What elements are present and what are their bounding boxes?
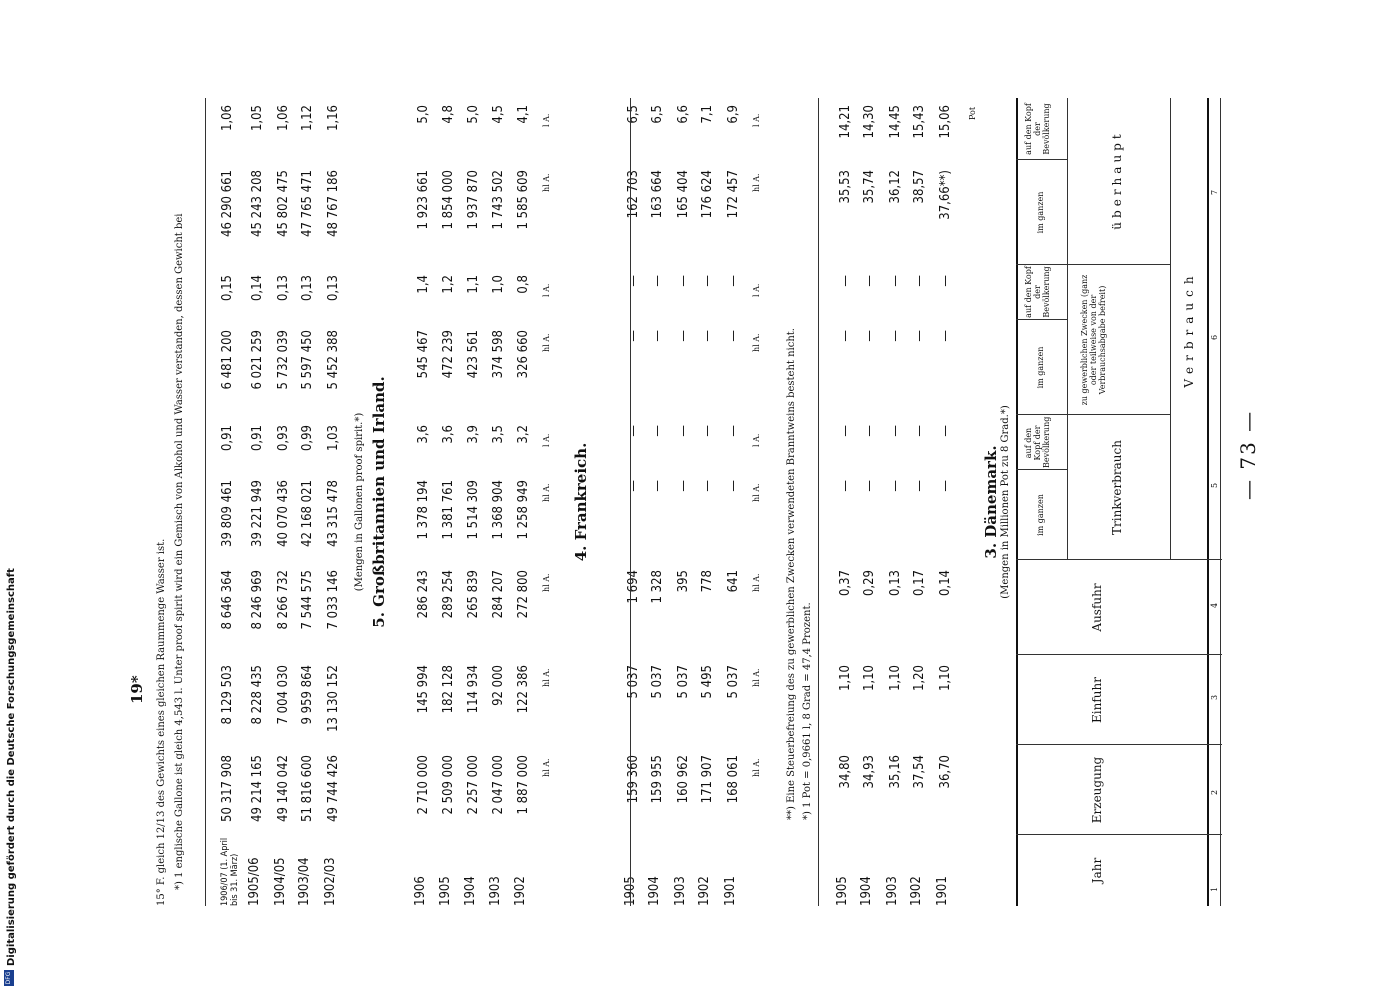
header-top-rule [1207,98,1209,906]
frankreich-middle-rule [630,98,631,906]
value-cell: 5 037 [650,665,665,699]
gb-note-2: 15° F. gleich 12/13 des Gewichts eines gleichen Raummenge Wasser ist. [156,538,167,906]
value-cell: — [888,480,903,492]
value-cell: 172 457 [726,170,741,219]
year-cell: 1904 [647,876,662,906]
col-divider-3 [1016,654,1222,655]
value-cell: 1,10 [862,665,877,692]
value-cell: — [700,425,715,437]
value-cell: 423 561 [466,330,481,379]
value-cell: 1 694 [626,570,641,604]
value-cell: 2 257 000 [466,755,481,815]
value-cell: 40 070 436 [276,480,291,547]
value-cell: 1,1 [466,275,481,294]
value-cell: 3,5 [491,425,506,444]
value-cell: 7 004 030 [276,665,291,725]
unit-label: l A. [752,283,761,297]
year-cell: 1905 [438,876,453,906]
year-cell: 1905 [835,876,850,906]
value-cell: 0,13 [276,275,291,302]
value-cell: 0,14 [250,275,265,302]
value-cell: — [888,275,903,287]
value-cell: 5 037 [676,665,691,699]
value-cell: 37,54 [912,755,927,789]
year-cell: 1903 [885,876,900,906]
value-cell: 0,93 [276,425,291,452]
unit-label: hl A. [752,333,761,352]
value-cell: 6,5 [626,105,641,124]
value-cell: 4,5 [491,105,506,124]
value-cell: 395 [676,570,691,593]
value-cell: 326 660 [516,330,531,379]
value-cell: 37,66**) [938,170,953,220]
value-cell: 6,9 [726,105,741,124]
value-cell: — [938,480,953,492]
year-cell: 1906/07 (1. April bis 31. März) [220,837,240,906]
section-title-daenemark: 3. Dänemark. [982,445,1000,559]
value-cell: 168 061 [726,755,741,804]
section-title-grossbritannien: 5. Großbritannien und Irland. [370,376,388,628]
value-cell: 0,91 [250,425,265,452]
value-cell: — [626,275,641,287]
value-cell: 1,12 [300,105,315,132]
value-cell: 1 328 [650,570,665,604]
dfg-logo: DFG [5,971,12,985]
value-cell: — [862,480,877,492]
value-cell: — [700,330,715,342]
value-cell: — [650,330,665,342]
subheader-rule [1067,98,1068,560]
value-cell: 14,30 [862,105,877,139]
value-cell: — [912,480,927,492]
unit-label: hl A. [542,333,551,352]
value-cell: — [676,330,691,342]
value-cell: 159 955 [650,755,665,804]
unit-label: l A. [752,433,761,447]
value-cell: — [726,330,741,342]
value-cell: 272 800 [516,570,531,619]
value-cell: 4,1 [516,105,531,124]
value-cell: 1 923 661 [416,170,431,230]
value-cell: 0,8 [516,275,531,294]
value-cell: — [626,480,641,492]
value-cell: 1 258 949 [516,480,531,540]
unit-label: hl A. [542,483,551,502]
unit-label: hl A. [542,573,551,592]
value-cell: 49 744 426 [326,755,341,822]
value-cell: 45 243 208 [250,170,265,237]
value-cell: 1 514 309 [466,480,481,540]
value-cell: 162 703 [626,170,641,219]
value-cell: 0,14 [938,570,953,597]
value-cell: 1 585 609 [516,170,531,230]
value-cell: 1,03 [326,425,341,452]
value-cell: 2 710 000 [416,755,431,815]
year-cell: 1903 [488,876,503,906]
year-cell: 1902 [513,876,528,906]
value-cell: — [838,275,853,287]
value-cell: 5 037 [626,665,641,699]
value-cell: 165 404 [676,170,691,219]
value-cell: 0,29 [862,570,877,597]
value-cell: — [726,480,741,492]
value-cell: 6,6 [676,105,691,124]
value-cell: 34,80 [838,755,853,789]
unit-label: hl A. [542,173,551,192]
value-cell: 35,74 [862,170,877,204]
value-cell: 1,06 [276,105,291,132]
section-subtitle-grossbritannien: (Mengen in Gallonen proof spirit.*) [354,412,365,592]
year-cell: 1901 [723,876,738,906]
value-cell: 8 246 969 [250,570,265,630]
year-cell: 1906 [413,876,428,906]
value-cell: 35,16 [888,755,903,789]
value-cell: — [626,425,641,437]
value-cell: 0,91 [220,425,235,452]
header-gewerbliche: zu gewerblichen Zwecken (ganz oder teilweise von der Verbrauchsabgabe befreit) [1080,274,1107,406]
header-im-ganzen-3: im ganzen [1036,191,1045,234]
year-cell: 1903 [673,876,688,906]
year-cell: 1904/05 [273,857,288,906]
header-number-rule [1220,98,1221,906]
unit-label: l A. [542,283,551,297]
value-cell: 7,1 [700,105,715,124]
value-cell: 36,70 [938,755,953,789]
value-cell: 14,45 [888,105,903,139]
value-cell: 1,10 [938,665,953,692]
value-cell: 114 934 [466,665,481,714]
value-cell: 3,6 [441,425,456,444]
year-cell: 1902/03 [323,857,338,906]
unit-label: hl A. [752,483,761,502]
value-cell: — [912,425,927,437]
value-cell: 545 467 [416,330,431,379]
value-cell: 0,13 [300,275,315,302]
value-cell: 92 000 [491,665,506,706]
value-cell: — [726,275,741,287]
value-cell: 9 959 864 [300,665,315,725]
header-kopf-1: auf den Kopf der Bevölkerung [1024,416,1051,468]
year-cell: 1905 [623,876,638,906]
value-cell: 1,05 [250,105,265,132]
value-cell: 1,0 [491,275,506,294]
unit-label: hl A. [752,758,761,777]
header-einfuhr: Einfuhr [1090,677,1104,723]
value-cell: 1 743 502 [491,170,506,230]
value-cell: 1 378 194 [416,480,431,540]
value-cell: 163 664 [650,170,665,219]
colnum-6: 6 [1210,334,1219,340]
value-cell: 39 221 949 [250,480,265,547]
value-cell: 6 481 200 [220,330,235,390]
year-cell: 1904 [859,876,874,906]
colnum-7: 7 [1210,189,1219,195]
header-ueberhaupt: überhaupt [1110,130,1124,230]
value-cell: 2 509 000 [441,755,456,815]
value-cell: 5,0 [416,105,431,124]
value-cell: 6 021 259 [250,330,265,390]
value-cell: 47 765 471 [300,170,315,237]
unit-label: hl A. [542,758,551,777]
daenemark-note-1: *) 1 Pot = 0,9661 l, 8 Grad = 47,4 Prozent. [802,602,813,820]
colnum-4: 4 [1210,602,1219,608]
value-cell: — [888,425,903,437]
value-cell: 1,16 [326,105,341,132]
value-cell: 8 228 435 [250,665,265,725]
value-cell: 171 907 [700,755,715,804]
header-verbrauch: Verbrauch [1182,270,1196,388]
value-cell: 36,12 [888,170,903,204]
value-cell: — [862,330,877,342]
value-cell: 5 597 450 [300,330,315,390]
header-im-ganzen-2: im ganzen [1036,346,1045,389]
value-cell: 5 495 [700,665,715,699]
year-cell: 1903/04 [297,857,312,906]
value-cell: — [838,425,853,437]
value-cell: 5 037 [726,665,741,699]
value-cell: 122 386 [516,665,531,714]
value-cell: 1 854 000 [441,170,456,230]
value-cell: 0,13 [326,275,341,302]
value-cell: 0,13 [888,570,903,597]
value-cell: 46 290 661 [220,170,235,237]
value-cell: — [626,330,641,342]
value-cell: 5 732 039 [276,330,291,390]
colnum-3: 3 [1210,694,1219,700]
value-cell: 35,53 [838,170,853,204]
value-cell: — [912,330,927,342]
value-cell: — [676,425,691,437]
value-cell: 145 994 [416,665,431,714]
gb-bottom-rule [205,98,206,906]
unit-pot: Pot [968,106,977,120]
value-cell: — [838,330,853,342]
page-number: — 73 — [1236,409,1260,500]
year-cell: 1902 [909,876,924,906]
section-title-frankreich: 4. Frankreich. [572,442,590,562]
header-trinkverbrauch: Trinkverbrauch [1110,440,1124,535]
value-cell: 1 381 761 [441,480,456,540]
value-cell: 45 802 475 [276,170,291,237]
value-cell: 34,93 [862,755,877,789]
header-kopf-3: auf den Kopf der Bevölkerung [1024,103,1051,155]
value-cell: 1,2 [441,275,456,294]
verbrauch-rule [1170,98,1171,560]
value-cell: 8 129 503 [220,665,235,725]
value-cell: 15,06 [938,105,953,139]
value-cell: — [676,275,691,287]
daenemark-bottom-rule [818,98,819,906]
unit-label: hl A. [752,173,761,192]
value-cell: — [700,480,715,492]
header-jahr: Jahr [1090,857,1104,884]
value-cell: 1 368 904 [491,480,506,540]
value-cell: — [862,275,877,287]
year-cell: 1905/06 [247,857,262,906]
value-cell: 1 937 870 [466,170,481,230]
value-cell: 8 646 364 [220,570,235,630]
year-cell: 1901 [935,876,950,906]
value-cell: 1,20 [912,665,927,692]
value-cell: 0,99 [300,425,315,452]
unit-label: hl A. [752,573,761,592]
value-cell: — [650,425,665,437]
value-cell: 176 624 [700,170,715,219]
colnum-2: 2 [1210,789,1219,795]
value-cell: 42 168 021 [300,480,315,547]
year-cell: 1902 [697,876,712,906]
value-cell: 39 809 461 [220,480,235,547]
gb-note-1: *) 1 englische Gallone ist gleich 4,543 l. Unter proof spirit wird ein Gemisch von Alkohol und Wasser verstanden, dessen Gewicht bei [174,213,185,890]
value-cell: 43 315 478 [326,480,341,547]
value-cell: 15,43 [912,105,927,139]
unit-label: hl A. [542,668,551,687]
value-cell: — [650,480,665,492]
value-cell: 0,15 [220,275,235,302]
header-ausfuhr: Ausfuhr [1090,583,1104,632]
value-cell: 3,6 [416,425,431,444]
value-cell: — [888,330,903,342]
header-kopf-2: auf den Kopf der Bevölkerung [1024,266,1051,318]
unit-label: hl A. [752,668,761,687]
value-cell: 48 767 186 [326,170,341,237]
signature-mark: 19* [128,675,146,704]
value-cell: — [938,425,953,437]
value-cell: 374 598 [491,330,506,379]
value-cell: 8 266 732 [276,570,291,630]
value-cell: 49 214 165 [250,755,265,822]
value-cell: 3,9 [466,425,481,444]
value-cell: 641 [726,570,741,593]
value-cell: 1,4 [416,275,431,294]
value-cell: 5,0 [466,105,481,124]
value-cell: — [650,275,665,287]
value-cell: 1 887 000 [516,755,531,815]
value-cell: — [912,275,927,287]
section-subtitle-daenemark: (Mengen in Millionen Pot zu 8 Grad.*) [1000,405,1011,599]
value-cell: 1,10 [838,665,853,692]
value-cell: 7 033 146 [326,570,341,630]
col-divider-1 [1016,834,1222,835]
value-cell: 51 816 600 [300,755,315,822]
value-cell: 38,57 [912,170,927,204]
value-cell: 182 128 [441,665,456,714]
value-cell: — [938,275,953,287]
value-cell: 3,2 [516,425,531,444]
value-cell: 14,21 [838,105,853,139]
value-cell: 289 254 [441,570,456,619]
digitization-credit: Digitalisierung gefördert durch die Deutsche Forschungsgemeinschaft [6,568,17,966]
header-bottom-rule [1016,98,1018,906]
value-cell: — [938,330,953,342]
value-cell: 1,10 [888,665,903,692]
value-cell: 6,5 [650,105,665,124]
value-cell: 49 140 042 [276,755,291,822]
unit-label: l A. [542,433,551,447]
year-cell: 1904 [463,876,478,906]
value-cell: — [700,275,715,287]
value-cell: 159 360 [626,755,641,804]
value-cell: 160 962 [676,755,691,804]
unit-label: l A. [752,113,761,127]
colnum-1: 1 [1210,886,1219,892]
col-divider-2 [1016,744,1222,745]
header-erzeugung: Erzeugung [1090,756,1104,824]
value-cell: 265 839 [466,570,481,619]
value-cell: 778 [700,570,715,593]
value-cell: 50 317 908 [220,755,235,822]
value-cell: 13 130 152 [326,665,341,732]
value-cell: — [862,425,877,437]
header-im-ganzen-1: im ganzen [1036,494,1045,536]
value-cell: 2 047 000 [491,755,506,815]
value-cell: 472 239 [441,330,456,379]
colnum-5: 5 [1210,482,1219,488]
value-cell: — [838,480,853,492]
value-cell: 0,17 [912,570,927,597]
value-cell: — [676,480,691,492]
value-cell: — [726,425,741,437]
value-cell: 284 207 [491,570,506,619]
value-cell: 286 243 [416,570,431,619]
value-cell: 4,8 [441,105,456,124]
value-cell: 7 544 575 [300,570,315,630]
value-cell: 5 452 388 [326,330,341,390]
daenemark-note-2: **) Eine Steuerbefreiung des zu gewerblichen Zwecken verwendeten Branntweins besteht nicht. [786,328,797,820]
value-cell: 1,06 [220,105,235,132]
value-cell: 0,37 [838,570,853,597]
unit-label: l A. [542,113,551,127]
